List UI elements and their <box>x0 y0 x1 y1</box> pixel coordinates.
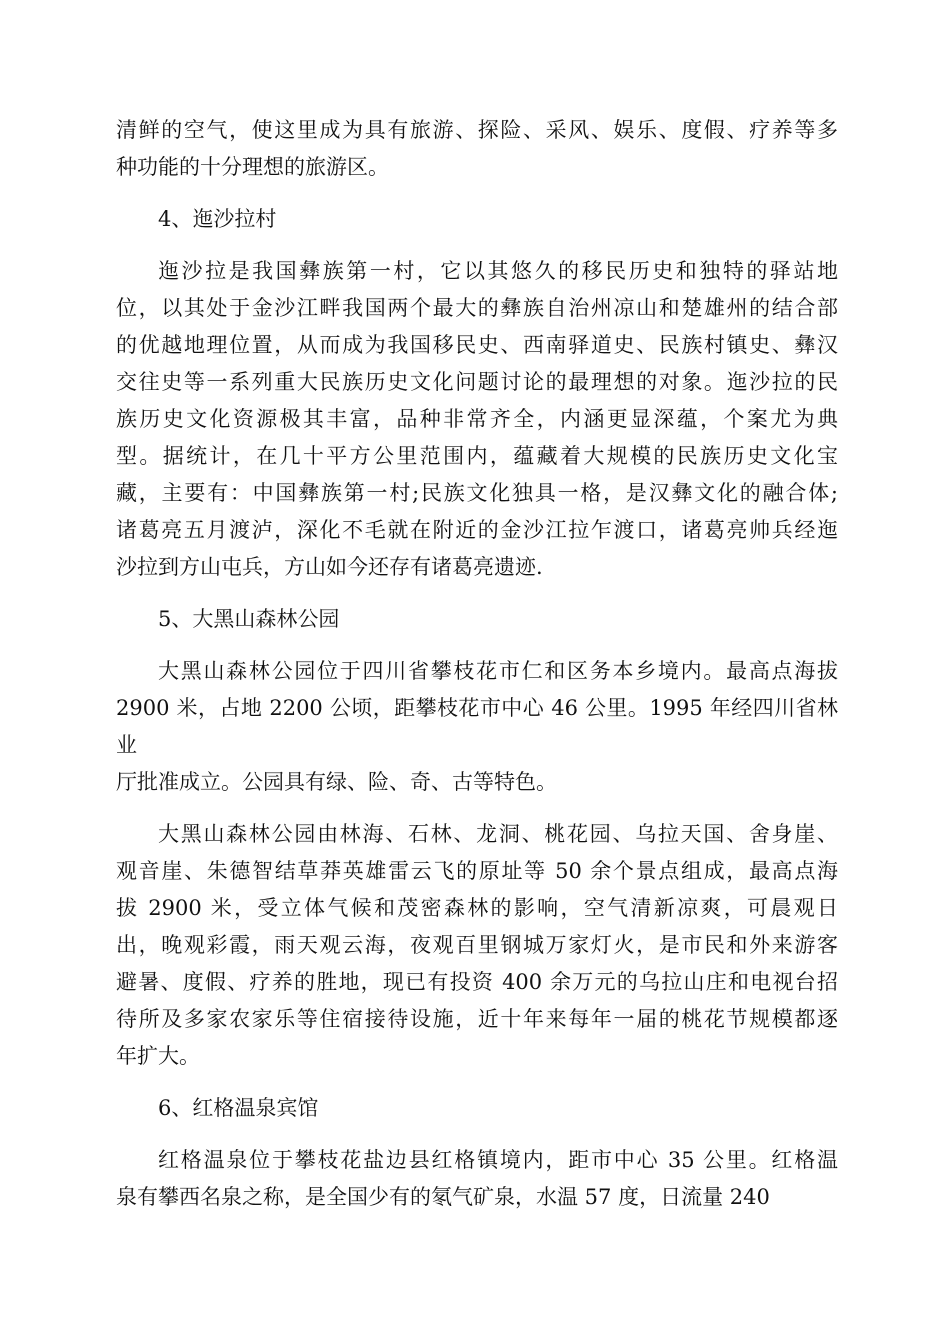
text-line: 观音崖、朱德智结草莽英雄雷云飞的原址等 50 余个景点组成，最高点海 <box>116 859 838 883</box>
text-line: 种功能的十分理想的旅游区。 <box>116 155 389 179</box>
text-line: 沙拉到方山屯兵，方山如今还存有诸葛亮遗迹. <box>116 555 543 579</box>
text-line: 迤沙拉是我国彝族第一村，它以其悠久的移民历史和独特的驿站地 <box>158 259 838 283</box>
text-line: 型。据统计，在几十平方公里范围内，蕴藏着大规模的民族历史文化宝 <box>116 444 838 468</box>
text-line: 年扩大。 <box>116 1044 200 1068</box>
text-line: 位，以其处于金沙江畔我国两个最大的彝族自治州凉山和楚雄州的结合部 <box>116 296 838 320</box>
text-line: 大黑山森林公园位于四川省攀枝花市仁和区务本乡境内。最高点海拔 <box>158 659 838 683</box>
text-line: 诸葛亮五月渡泸，深化不毛就在附近的金沙江拉乍渡口，诸葛亮帅兵经迤 <box>116 518 838 542</box>
text-line: 2900 米，占地 2200 公顷，距攀枝花市中心 46 公里。1995 年经四川省林业 <box>116 696 838 757</box>
text-line: 出，晚观彩霞，雨天观云海，夜观百里钢城万家灯火，是市民和外来游客 <box>116 933 838 957</box>
text-line: 清鲜的空气，使这里成为具有旅游、探险、采风、娱乐、度假、疗养等多 <box>116 118 838 142</box>
document-page <box>116 112 838 1216</box>
text-line: 交往史等一系列重大民族历史文化问题讨论的最理想的对象。迤沙拉的民 <box>116 370 838 394</box>
text-line: 的优越地理位置，从而成为我国移民史、西南驿道史、民族村镇史、彝汉 <box>116 333 838 357</box>
paragraph-yishala <box>116 253 838 586</box>
text-line: 红格温泉位于攀枝花盐边县红格镇境内，距市中心 35 公里。红格温 <box>158 1148 838 1172</box>
text-line: 厅批准成立。公园具有绿、险、奇、古等特色。 <box>116 770 557 794</box>
text-line: 大黑山森林公园由林海、石林、龙洞、桃花园、乌拉天国、舍身崖、 <box>158 822 838 846</box>
section-heading-daheishan: 5、大黑山森林公园 <box>158 607 340 631</box>
paragraph-hongge <box>116 1142 838 1216</box>
text-line: 待所及多家农家乐等住宿接待设施，近十年来每年一届的桃花节规模都逐 <box>116 1007 838 1031</box>
text-line: 族历史文化资源极其丰富，品种非常齐全，内涵更显深蕴，个案尤为典 <box>116 407 838 431</box>
paragraph-daheishan-scenery <box>116 816 838 1075</box>
paragraph-intro-continuation <box>116 112 838 186</box>
paragraph-daheishan-intro <box>116 653 838 801</box>
text-line: 拔 2900 米，受立体气候和茂密森林的影响，空气清新凉爽，可晨观日 <box>116 896 838 920</box>
text-line: 避暑、度假、疗养的胜地，现已有投资 400 余万元的乌拉山庄和电视台招 <box>116 970 838 994</box>
text-line: 藏，主要有：中国彝族第一村;民族文化独具一格，是汉彝文化的融合体; <box>116 481 838 505</box>
text-line: 泉有攀西名泉之称，是全国少有的氡气矿泉，水温 57 度，日流量 240 <box>116 1185 770 1209</box>
section-heading-yishala: 4、迤沙拉村 <box>158 207 277 231</box>
section-heading-hongge: 6、红格温泉宾馆 <box>158 1096 319 1120</box>
